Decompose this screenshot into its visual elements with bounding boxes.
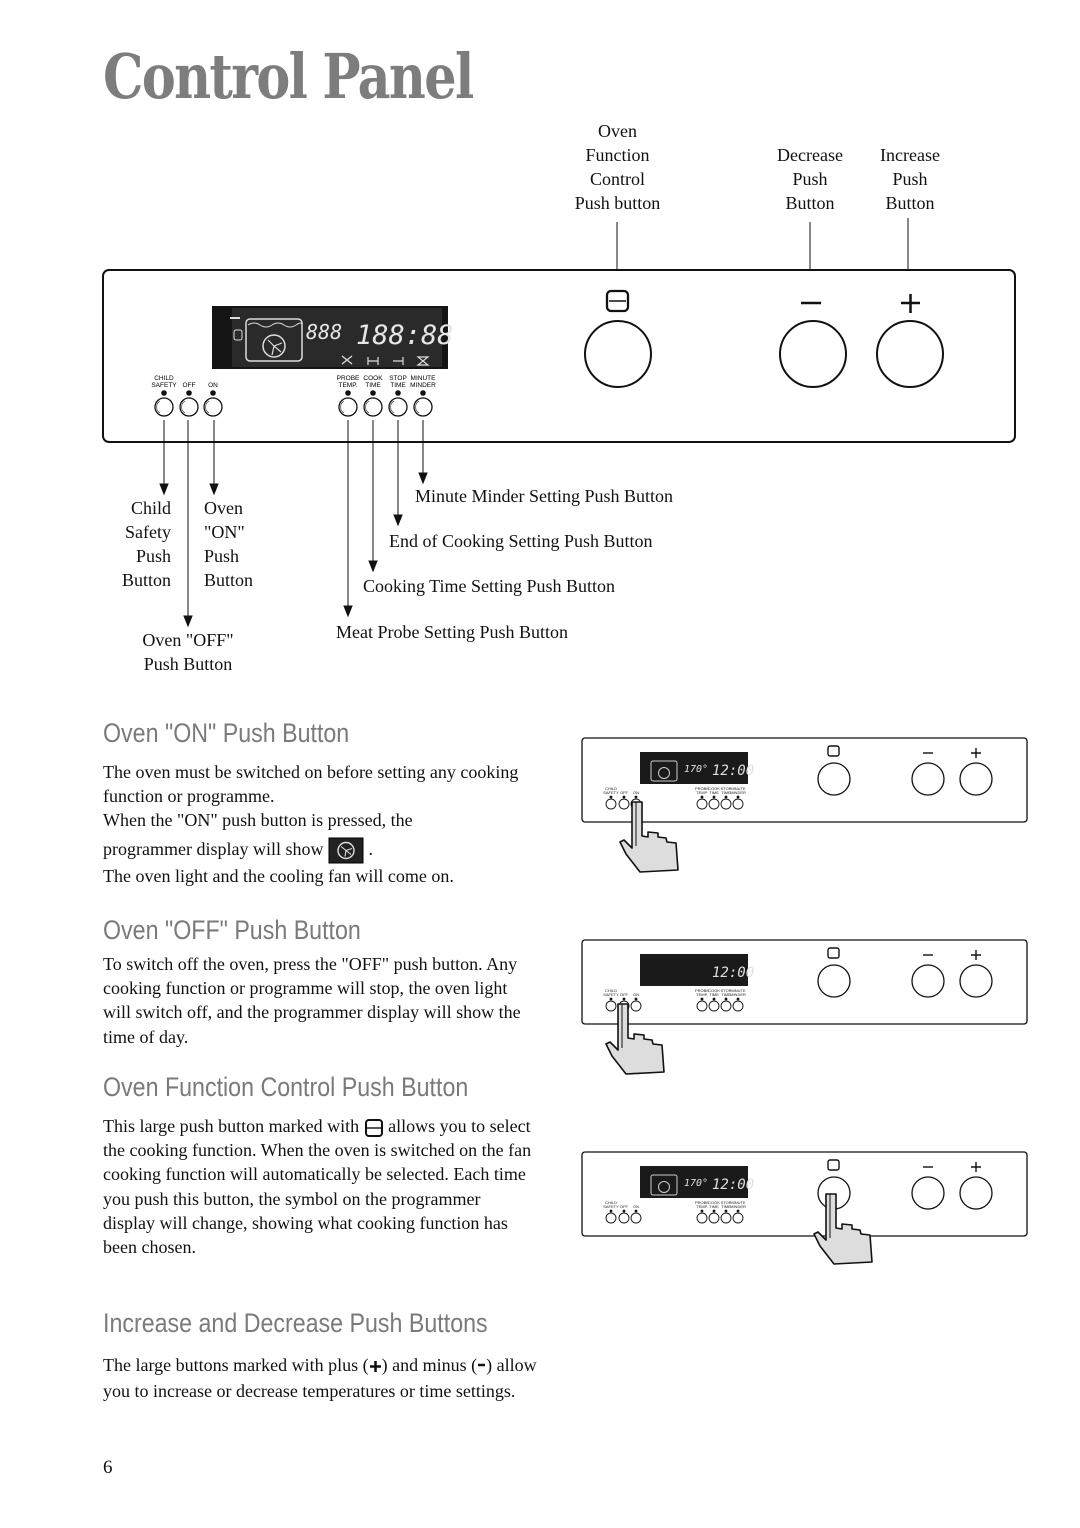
label-child-safety: Child Safety Push Button [121, 498, 171, 590]
stop-time-button [389, 398, 407, 416]
svg-text:TIME: TIME [709, 790, 719, 795]
svg-text:TEMP.: TEMP. [338, 382, 358, 389]
mini-panel-function [580, 1150, 1030, 1270]
svg-text:STOP: STOP [720, 786, 732, 791]
svg-text:COOK: COOK [708, 988, 720, 993]
svg-text:COOK: COOK [363, 375, 383, 382]
svg-text:MINUTE: MINUTE [410, 375, 436, 382]
svg-text:MINDER: MINDER [730, 790, 746, 795]
svg-text:TIME: TIME [390, 382, 406, 389]
minute-minder-button [414, 398, 432, 416]
svg-text:CHILD: CHILD [604, 988, 618, 993]
svg-text:TIME: TIME [721, 992, 731, 997]
label-meat-probe: Meat Probe Setting Push Button [336, 622, 569, 642]
svg-text:MINDER: MINDER [730, 992, 746, 997]
svg-text:MINUTE: MINUTE [730, 1200, 746, 1205]
svg-text:TIME: TIME [365, 382, 381, 389]
svg-text:STOP: STOP [720, 988, 732, 993]
svg-text:PROBE: PROBE [694, 1200, 710, 1205]
svg-text:TIME: TIME [709, 992, 719, 997]
section-increase-decrease-text: The large buttons marked with plus ( ) and minus ( ) allow you to increase or decrease temperatures or time settings. [103, 1355, 537, 1401]
minus-inline-icon [477, 1360, 486, 1373]
heading-oven-off: Oven "OFF" Push Button [103, 915, 361, 945]
svg-text:STOP: STOP [720, 1200, 732, 1205]
oven-on-button [204, 398, 222, 416]
svg-text:COOK: COOK [708, 1200, 720, 1205]
oven-off-button [180, 398, 198, 416]
fan-display-icon [328, 837, 364, 864]
svg-text:TIME: TIME [721, 790, 731, 795]
svg-text:ON: ON [633, 1204, 639, 1209]
heading-oven-on: Oven "ON" Push Button [103, 718, 350, 748]
section-oven-off-text: To switch off the oven, press the "OFF" push button. Any cooking function or programme will stop, the oven light will switch off, and the programmer display will show the time of day. [103, 954, 521, 1047]
label-oven-function-control: Oven Function Control Push button [574, 121, 661, 213]
mini-panel-on [580, 736, 1030, 876]
svg-text:COOK: COOK [708, 786, 720, 791]
svg-text:SAFETY: SAFETY [151, 382, 177, 389]
svg-text:ON: ON [208, 382, 218, 389]
label-increase-button: Increase Push Button [880, 145, 940, 213]
svg-text:12:00: 12:00 [712, 763, 755, 779]
page-title: Control Panel [103, 40, 473, 113]
svg-text:TEMP.: TEMP. [696, 992, 708, 997]
svg-text:ON: ON [633, 992, 639, 997]
svg-text:OFF: OFF [620, 1204, 628, 1209]
heading-increase-decrease: Increase and Decrease Push Buttons [103, 1308, 488, 1338]
svg-text:170°: 170° [684, 1178, 709, 1189]
display-time-digits: 188:88 [356, 320, 454, 351]
display-temp-digits: 888 [306, 320, 343, 344]
svg-text:OFF: OFF [182, 382, 196, 389]
svg-text:TEMP.: TEMP. [696, 1204, 708, 1209]
oven-function-inline-icon [364, 1118, 384, 1138]
heading-oven-function: Oven Function Control Push Button [103, 1072, 469, 1102]
svg-text:TEMP.: TEMP. [696, 790, 708, 795]
svg-text:TIME: TIME [709, 1204, 719, 1209]
label-end-of-cooking: End of Cooking Setting Push Button [389, 531, 653, 551]
svg-text:SAFETY: SAFETY [603, 992, 619, 997]
section-oven-on-text: The oven must be switched on before setting any cooking function or programme. When the "ON" push button is pressed, the programmer display will show . The oven light and the cooling fan will come on. [103, 762, 519, 886]
svg-text:MINUTE: MINUTE [730, 786, 746, 791]
svg-text:MINDER: MINDER [730, 1204, 746, 1209]
svg-text:PROBE: PROBE [694, 786, 710, 791]
cook-time-button [364, 398, 382, 416]
label-oven-on: Oven "ON" Push Button [204, 498, 254, 590]
svg-text:TIME: TIME [721, 1204, 731, 1209]
oven-function-button [585, 321, 651, 387]
svg-text:OFF: OFF [620, 790, 628, 795]
svg-text:MINDER: MINDER [410, 382, 436, 389]
svg-text:12:00: 12:00 [712, 965, 755, 981]
probe-temp-button [339, 398, 357, 416]
programmer-display [212, 306, 454, 369]
increase-button [877, 321, 943, 387]
svg-text:SAFETY: SAFETY [603, 1204, 619, 1209]
svg-text:CHILD: CHILD [604, 1200, 618, 1205]
label-decrease-button: Decrease Push Button [777, 145, 843, 213]
plus-inline-icon [369, 1360, 382, 1373]
svg-text:SAFETY: SAFETY [603, 790, 619, 795]
svg-text:170°: 170° [684, 764, 709, 775]
mini-panel-off [580, 938, 1030, 1078]
svg-text:CHILD: CHILD [604, 786, 618, 791]
svg-text:STOP: STOP [389, 375, 407, 382]
child-safety-button [155, 398, 173, 416]
svg-text:PROBE: PROBE [694, 988, 710, 993]
label-oven-off: Oven "OFF" Push Button [142, 630, 234, 674]
svg-text:CHILD: CHILD [154, 375, 174, 382]
svg-text:OFF: OFF [620, 992, 628, 997]
label-cooking-time: Cooking Time Setting Push Button [363, 576, 616, 596]
label-minute-minder: Minute Minder Setting Push Button [415, 486, 674, 506]
svg-text:PROBE: PROBE [336, 375, 360, 382]
decrease-button [780, 321, 846, 387]
svg-text:MINUTE: MINUTE [730, 988, 746, 993]
svg-text:12:00: 12:00 [712, 1177, 755, 1193]
page-number: 6 [103, 1457, 113, 1478]
section-oven-function-text: This large push button marked with allows you to select the cooking function. When the oven is switched on the fan cooking function will automatically be selected. Each time you push this button, the symbol on the programmer display will change, showing what cooking function has been chosen. [103, 1116, 532, 1258]
svg-text:ON: ON [633, 790, 639, 795]
